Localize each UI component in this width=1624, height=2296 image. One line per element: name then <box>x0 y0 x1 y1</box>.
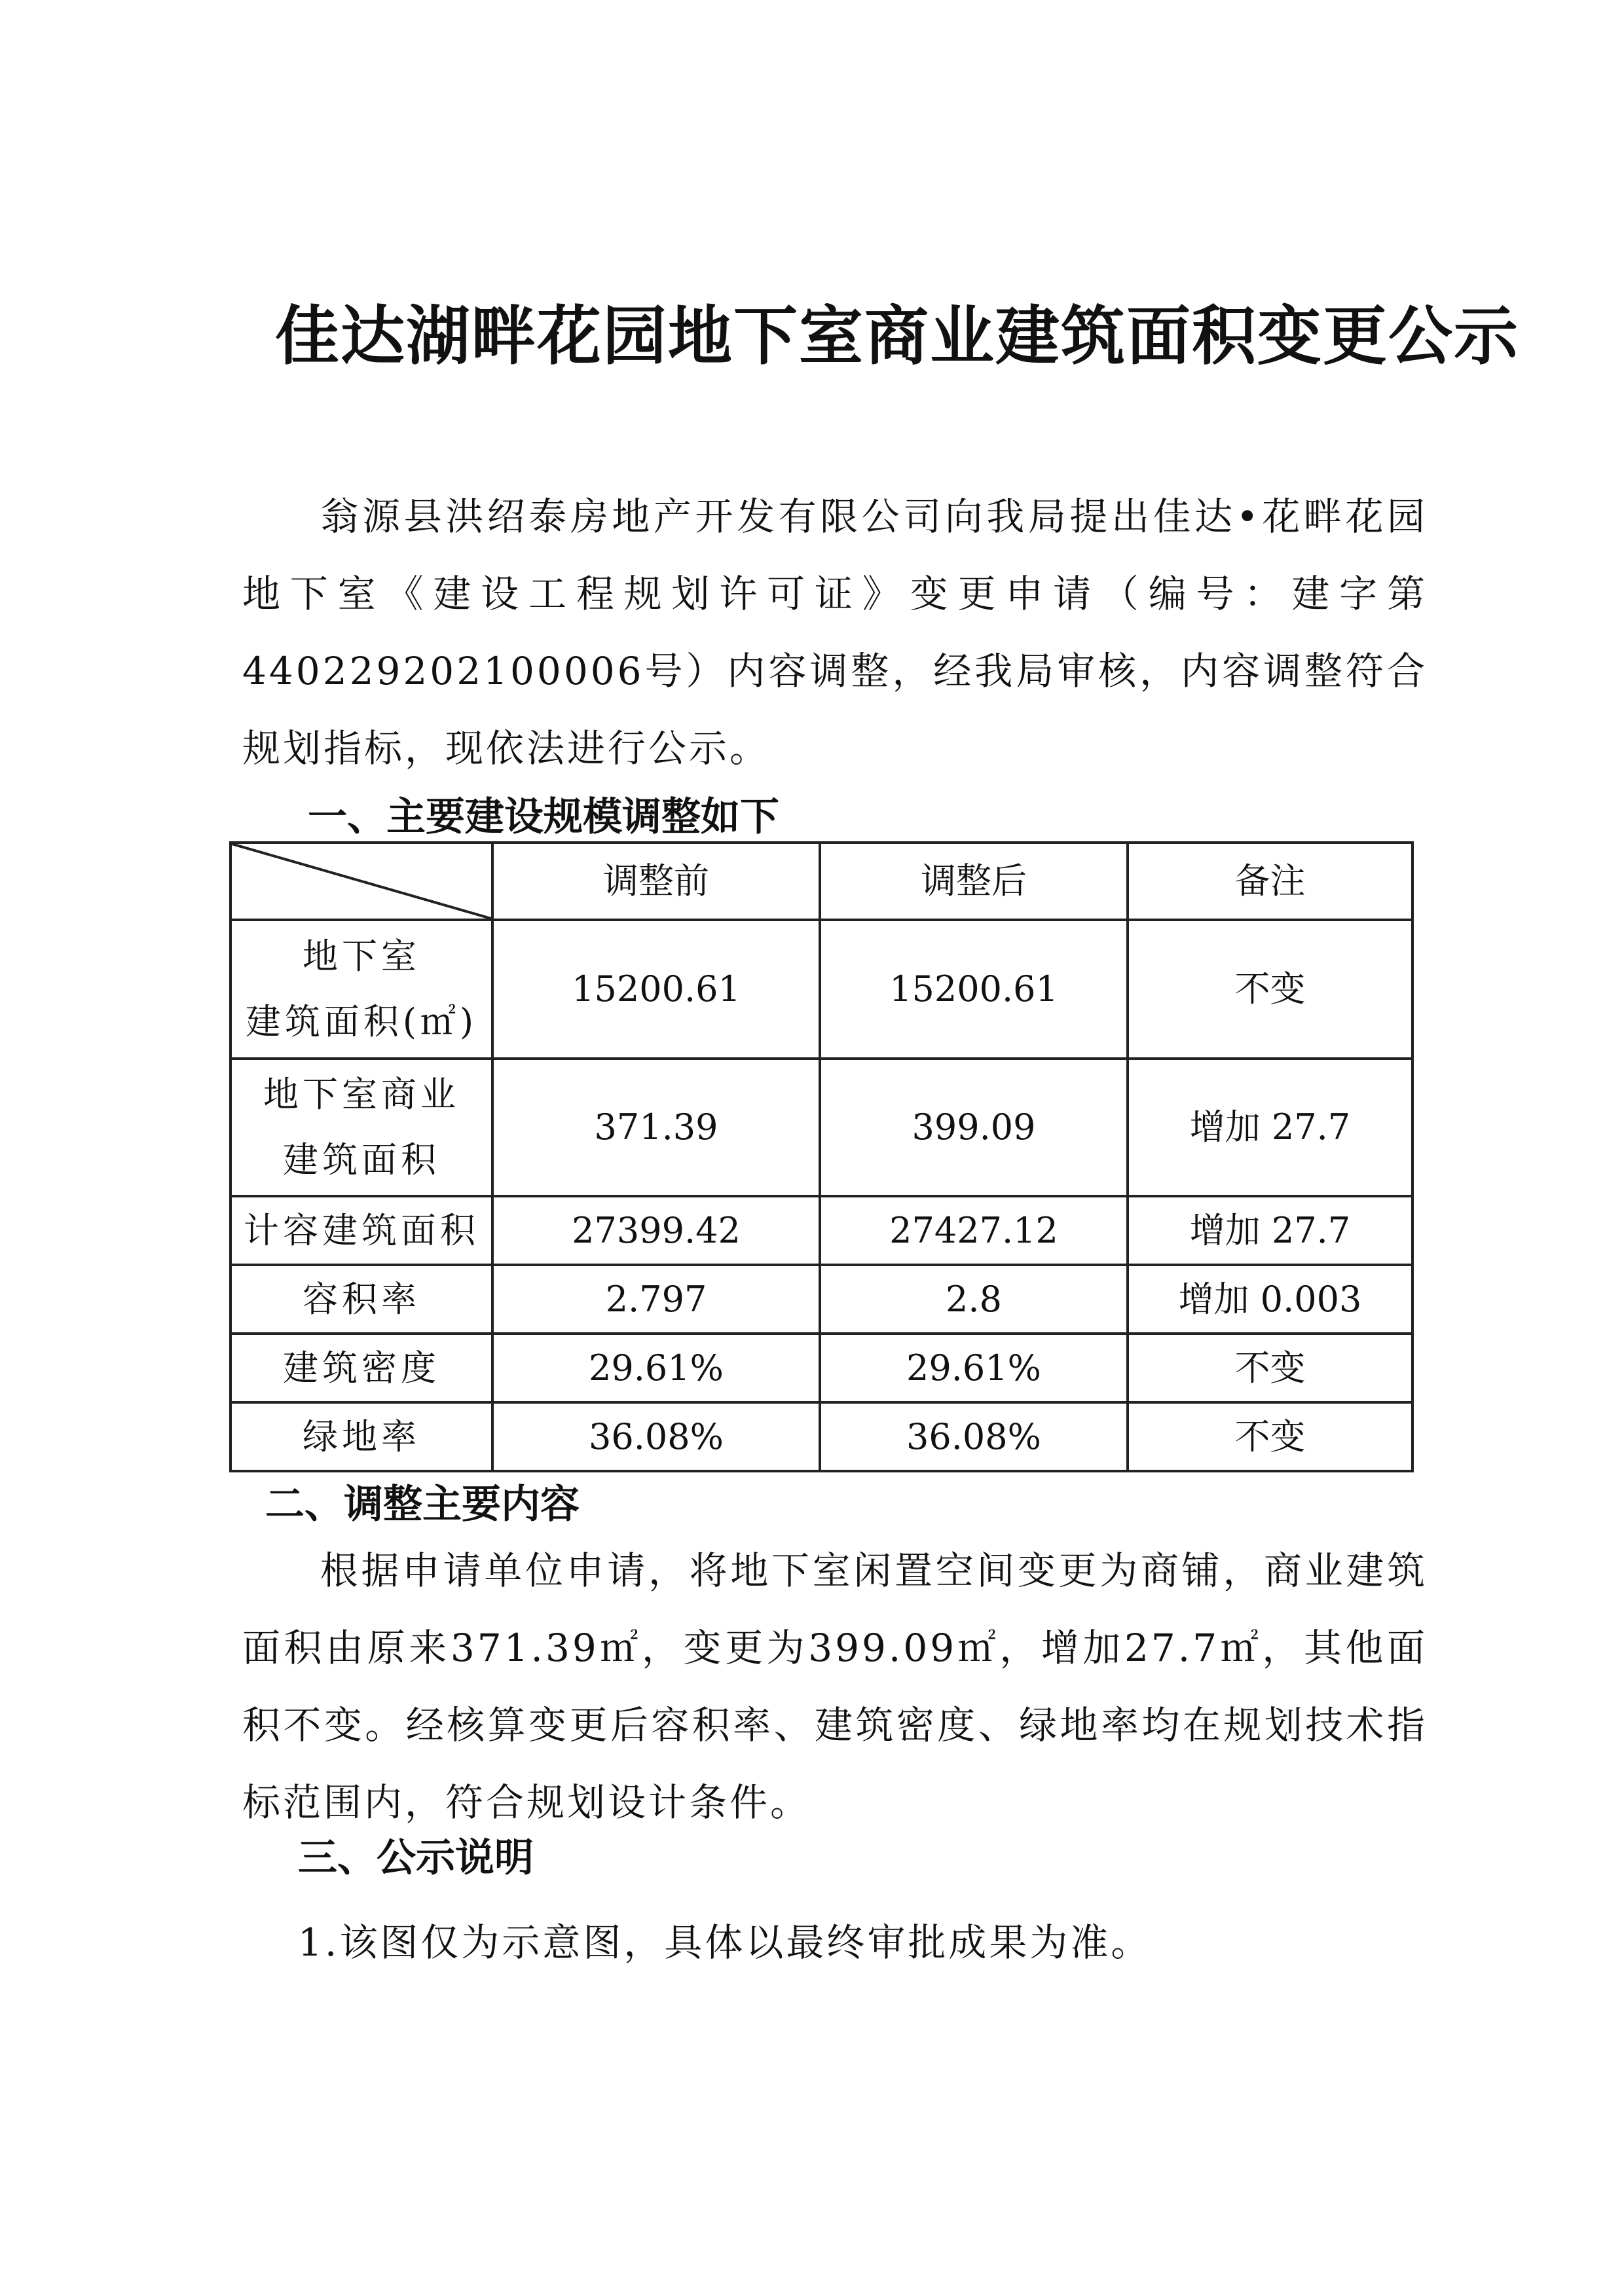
header-note: 备注 <box>1128 843 1412 920</box>
cell-before: 371.39 <box>492 1059 820 1196</box>
row-label: 容积率 <box>231 1265 492 1334</box>
cell-before: 29.61% <box>492 1334 820 1402</box>
diagonal-header-cell <box>231 843 492 920</box>
cell-after: 399.09 <box>820 1059 1128 1196</box>
row-label: 绿地率 <box>231 1402 492 1471</box>
section-heading-1: 一、主要建设规模调整如下 <box>308 794 779 840</box>
row-label: 计容建筑面积 <box>231 1196 492 1265</box>
header-before: 调整前 <box>492 843 820 920</box>
table-row <box>231 1334 1412 1402</box>
table-header-row <box>231 843 1412 920</box>
row-label-line1: 地下室 <box>303 936 420 977</box>
cell-note: 增加 27.7 <box>1128 1196 1412 1265</box>
cell-after: 36.08% <box>820 1402 1128 1471</box>
row-label-line2: 建筑面积 <box>283 1139 440 1180</box>
cell-note: 增加 0.003 <box>1128 1265 1412 1334</box>
cell-after: 15200.61 <box>820 920 1128 1059</box>
cell-note: 不变 <box>1128 920 1412 1059</box>
note-item-1: 1.该图仅为示意图，具体以最终审批成果为准。 <box>298 1920 1152 1965</box>
table-row <box>231 1059 1412 1196</box>
row-label-line1: 地下室商业 <box>263 1074 460 1115</box>
row-label <box>231 920 492 1059</box>
section-heading-3: 三、公示说明 <box>298 1835 534 1881</box>
row-label <box>231 1059 492 1196</box>
cell-before: 36.08% <box>492 1402 820 1471</box>
content-paragraph <box>242 1532 1428 1841</box>
document-title: 佳达湖畔花园地下室商业建筑面积变更公示 <box>275 299 1520 374</box>
cell-note: 增加 27.7 <box>1128 1059 1412 1196</box>
cell-note: 不变 <box>1128 1402 1412 1471</box>
cell-after: 29.61% <box>820 1334 1128 1402</box>
intro-text: 翁源县洪绍泰房地产开发有限公司向我局提出佳达•花畔花园地下室《建设工程规划许可证》变更申请（编号：建字第440229202100006号）内容调整，经我局审核，内容调整符合规划指标，现依法进行公示。 <box>242 494 1428 771</box>
table-row <box>231 1265 1412 1334</box>
cell-before: 27399.42 <box>492 1196 820 1265</box>
scale-adjustment-table <box>229 841 1414 1472</box>
intro-paragraph <box>242 478 1428 787</box>
cell-before: 15200.61 <box>492 920 820 1059</box>
section-heading-2: 二、调整主要内容 <box>265 1482 580 1527</box>
cell-note: 不变 <box>1128 1334 1412 1402</box>
table-row <box>231 920 1412 1059</box>
row-label-line2: 建筑面积(㎡) <box>245 1001 478 1042</box>
cell-after: 2.8 <box>820 1265 1128 1334</box>
cell-before: 2.797 <box>492 1265 820 1334</box>
row-label: 建筑密度 <box>231 1334 492 1402</box>
content-text: 根据申请单位申请，将地下室闲置空间变更为商铺，商业建筑面积由原来371.39㎡，变更为399.09㎡，增加27.7㎡，其他面积不变。经核算变更后容积率、建筑密度、绿地率均在规划技术指标范围内，符合规划设计条件。 <box>242 1548 1428 1825</box>
header-after: 调整后 <box>820 843 1128 920</box>
cell-after: 27427.12 <box>820 1196 1128 1265</box>
table-row <box>231 1196 1412 1265</box>
table-row <box>231 1402 1412 1471</box>
